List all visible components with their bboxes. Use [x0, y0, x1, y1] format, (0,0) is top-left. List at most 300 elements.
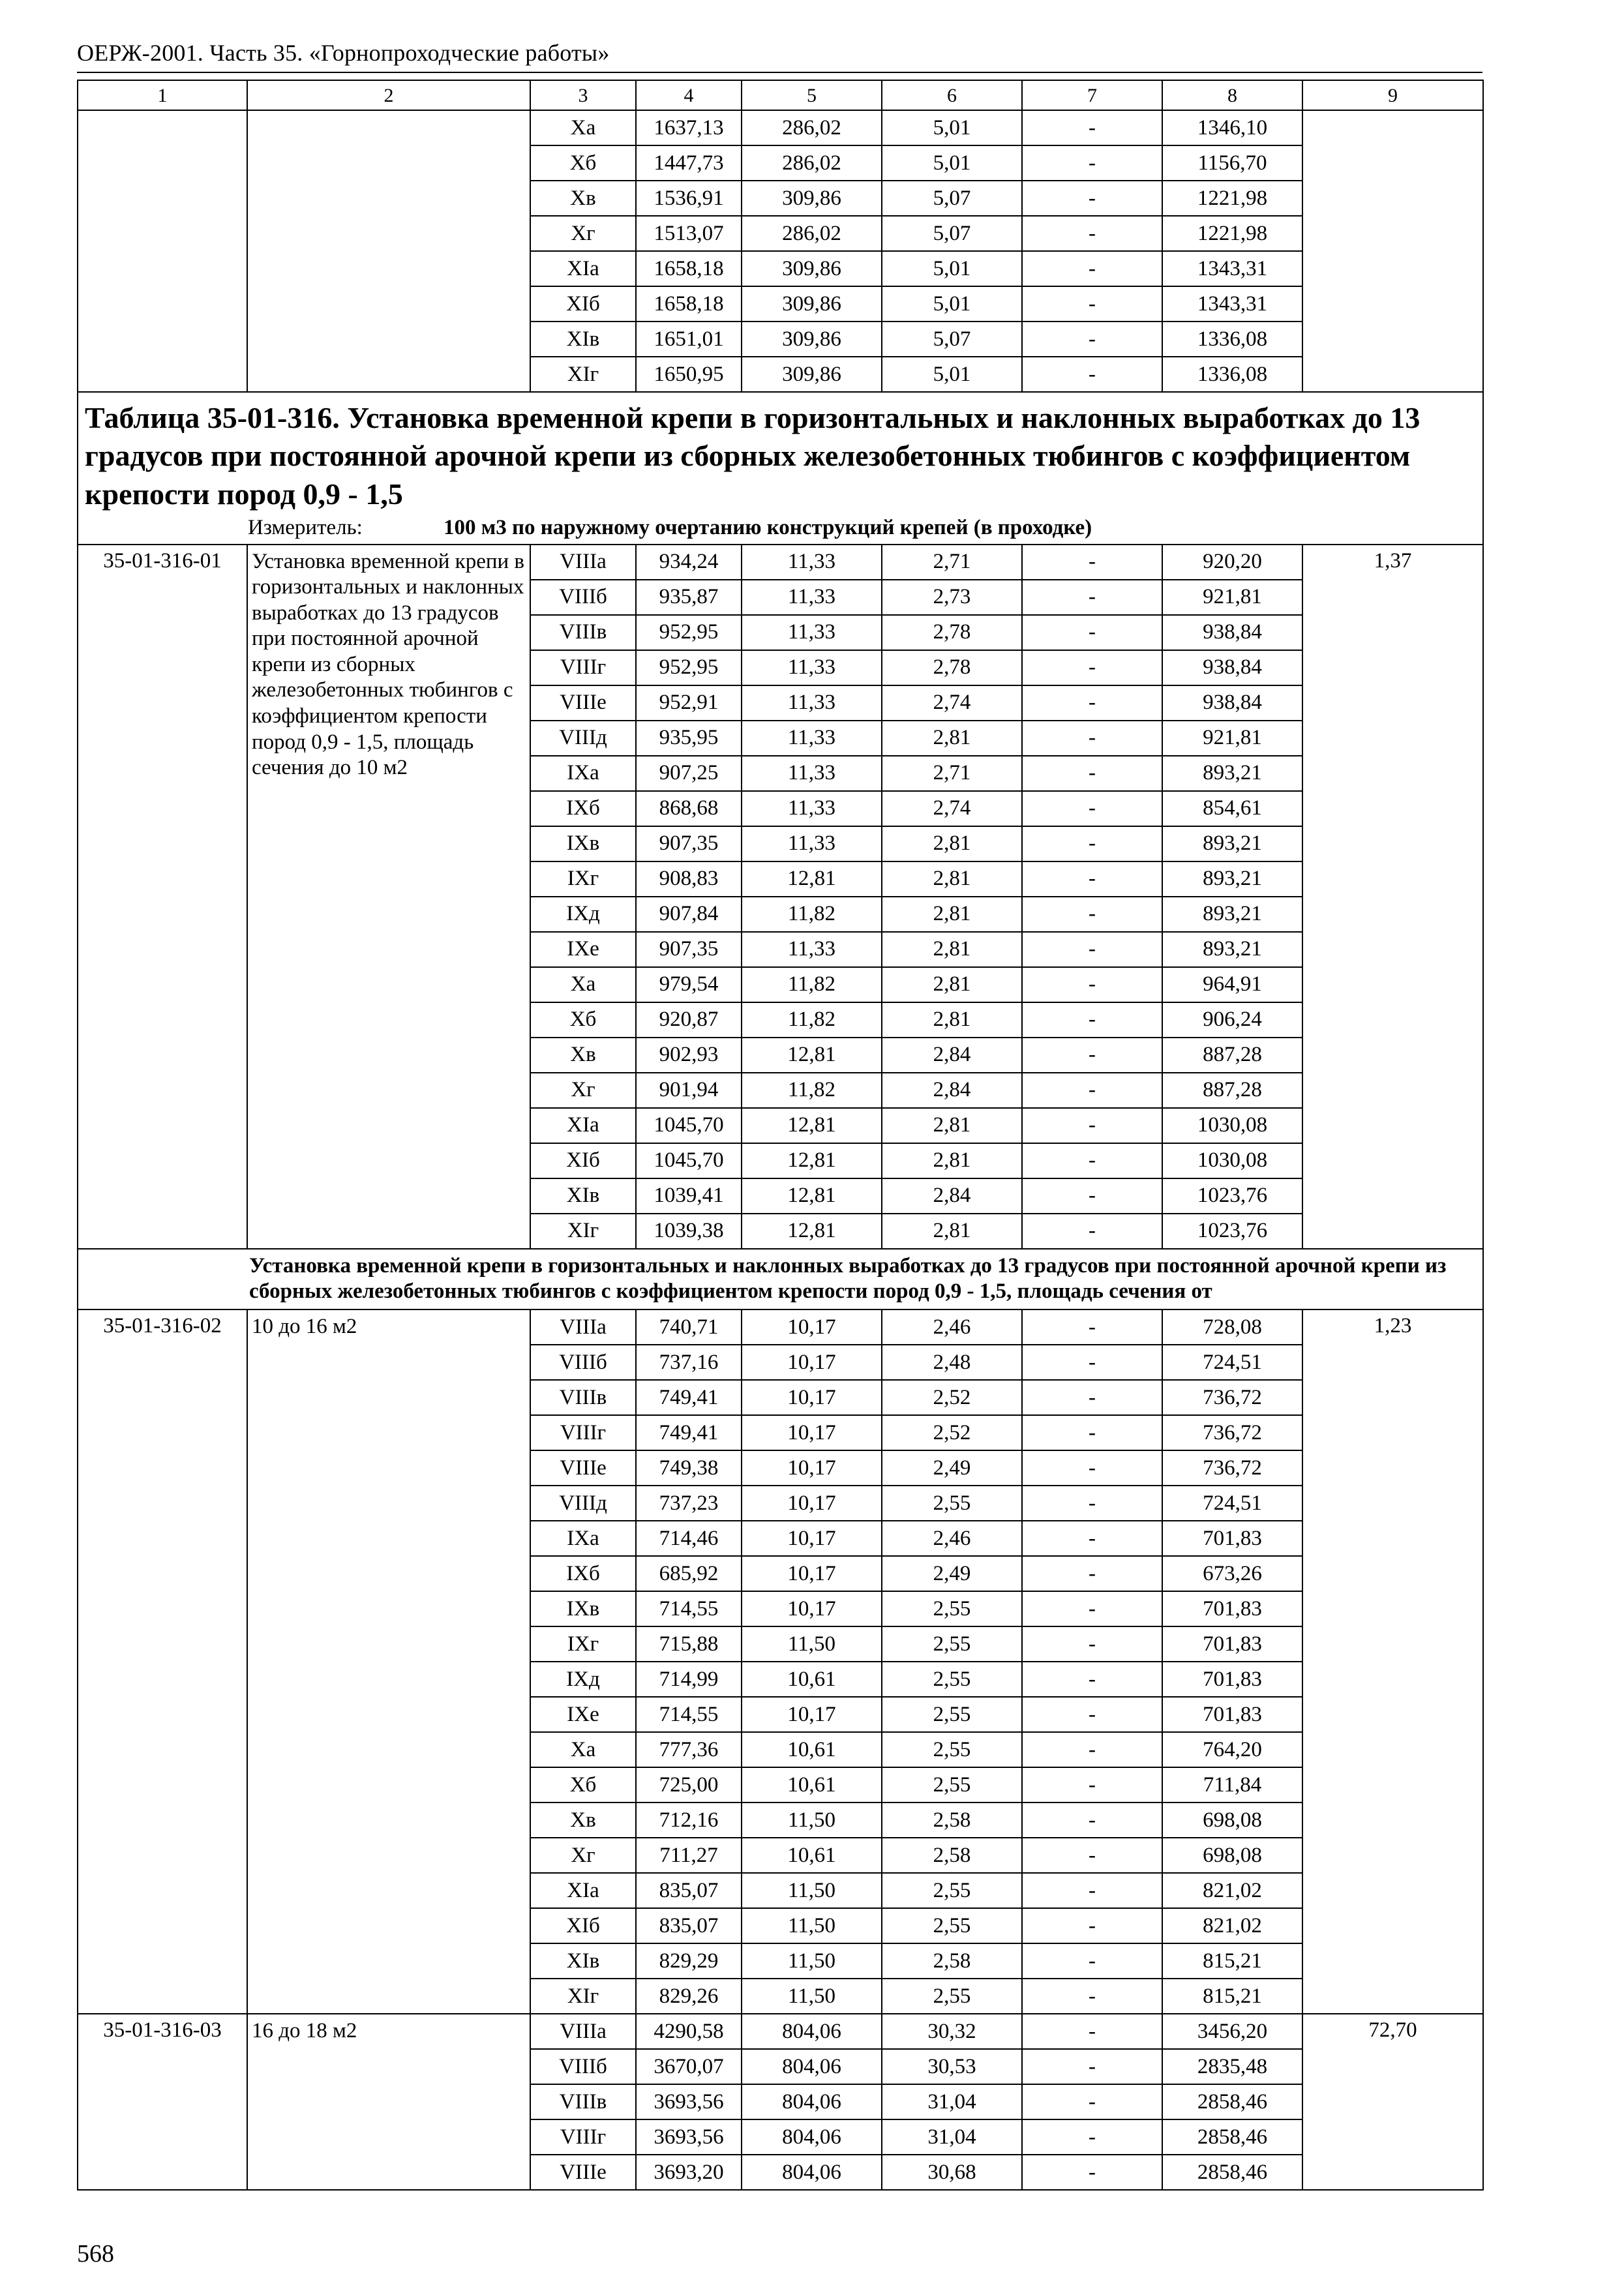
table-cell: 11,50 — [742, 1979, 882, 2014]
table-cell: VIIIг — [530, 1415, 636, 1450]
table-cell: 10,61 — [742, 1732, 882, 1767]
table-cell: XIa — [530, 251, 636, 286]
table-cell: 11,33 — [742, 721, 882, 756]
table-cell: - — [1022, 1662, 1162, 1697]
column-number: 9 — [1302, 80, 1483, 110]
table-cell: 835,07 — [636, 1873, 742, 1908]
table-cell: 815,21 — [1162, 1943, 1302, 1979]
table-cell: 749,38 — [636, 1450, 742, 1486]
table-cell: 3693,20 — [636, 2155, 742, 2190]
table-cell: 2,58 — [882, 1943, 1022, 1979]
table-cell: 2,49 — [882, 1450, 1022, 1486]
subsection-title-row — [78, 1249, 1483, 1309]
table-cell: - — [1022, 1979, 1162, 2014]
table-cell: Xa — [530, 967, 636, 1002]
table-cell: 777,36 — [636, 1732, 742, 1767]
table-title-cell — [78, 392, 1483, 545]
table-cell: IXв — [530, 826, 636, 861]
table-cell: VIIIa — [530, 1309, 636, 1345]
coefficient-cell-empty — [1302, 110, 1483, 392]
table-cell: - — [1022, 145, 1162, 181]
table-cell: 908,83 — [636, 861, 742, 897]
table-cell: Xг — [530, 1838, 636, 1873]
table-cell: - — [1022, 1380, 1162, 1415]
table-cell: 2858,46 — [1162, 2119, 1302, 2155]
table-cell: 2835,48 — [1162, 2049, 1302, 2084]
table-cell: Xв — [530, 181, 636, 216]
table-cell: 1336,08 — [1162, 322, 1302, 357]
table-cell: - — [1022, 251, 1162, 286]
table-cell: 698,08 — [1162, 1838, 1302, 1873]
table-cell: 804,06 — [742, 2119, 882, 2155]
table-cell: 1513,07 — [636, 216, 742, 251]
table-cell: IXг — [530, 1626, 636, 1662]
table-cell: 712,16 — [636, 1803, 742, 1838]
table-cell: 11,82 — [742, 1073, 882, 1108]
table-cell: 835,07 — [636, 1908, 742, 1943]
description-cell: 10 до 16 м2 — [247, 1309, 530, 2014]
table-cell: 2,55 — [882, 1591, 1022, 1626]
table-cell: - — [1022, 1556, 1162, 1591]
table-cell: - — [1022, 826, 1162, 861]
table-cell: 309,86 — [742, 181, 882, 216]
table-cell: 31,04 — [882, 2119, 1022, 2155]
table-cell: 10,17 — [742, 1309, 882, 1345]
table-cell: 2,55 — [882, 1486, 1022, 1521]
table-cell: 736,72 — [1162, 1450, 1302, 1486]
table-cell: 30,68 — [882, 2155, 1022, 2190]
table-cell: 11,50 — [742, 1908, 882, 1943]
table-cell: - — [1022, 861, 1162, 897]
table-cell: 711,84 — [1162, 1767, 1302, 1803]
table-cell: 2,71 — [882, 756, 1022, 791]
table-cell: - — [1022, 1908, 1162, 1943]
table-cell: 11,33 — [742, 791, 882, 826]
table-cell: 3456,20 — [1162, 2014, 1302, 2049]
code-cell: 35-01-316-02 — [78, 1309, 247, 2014]
table-cell: XIв — [530, 1178, 636, 1214]
table-row — [78, 1309, 1483, 1345]
table-cell: 2,55 — [882, 1908, 1022, 1943]
table-cell: 1023,76 — [1162, 1178, 1302, 1214]
table-cell: 309,86 — [742, 286, 882, 322]
table-cell: 11,82 — [742, 1002, 882, 1038]
table-cell: - — [1022, 1943, 1162, 1979]
table-cell: 1156,70 — [1162, 145, 1302, 181]
table-cell: IXв — [530, 1591, 636, 1626]
table-cell: 1030,08 — [1162, 1143, 1302, 1178]
table-row — [78, 2014, 1483, 2049]
table-cell: 11,33 — [742, 756, 882, 791]
table-cell: 3693,56 — [636, 2084, 742, 2119]
table-cell: 964,91 — [1162, 967, 1302, 1002]
table-cell: - — [1022, 1143, 1162, 1178]
table-cell: 887,28 — [1162, 1073, 1302, 1108]
table-cell: - — [1022, 756, 1162, 791]
table-cell: - — [1022, 110, 1162, 145]
table-cell: 952,91 — [636, 685, 742, 721]
table-cell: 2,58 — [882, 1838, 1022, 1873]
table-cell: 749,41 — [636, 1380, 742, 1415]
table-cell: Xa — [530, 1732, 636, 1767]
table-cell: 714,46 — [636, 1521, 742, 1556]
table-cell: 701,83 — [1162, 1626, 1302, 1662]
table-cell: 1447,73 — [636, 145, 742, 181]
table-cell: 11,33 — [742, 545, 882, 580]
table-cell: 286,02 — [742, 145, 882, 181]
table-cell: 952,95 — [636, 615, 742, 650]
table-cell: 714,99 — [636, 1662, 742, 1697]
table-cell: VIIIe — [530, 2155, 636, 2190]
table-cell: - — [1022, 1450, 1162, 1486]
table-cell: 829,26 — [636, 1979, 742, 2014]
table-cell: 4290,58 — [636, 2014, 742, 2049]
table-cell: - — [1022, 1038, 1162, 1073]
table-cell: 1045,70 — [636, 1143, 742, 1178]
table-cell: 11,50 — [742, 1803, 882, 1838]
table-cell: 2,55 — [882, 1697, 1022, 1732]
measure-value: 100 м3 по наружному очертанию конструкций крепей (в проходке) — [444, 516, 1092, 540]
table-cell: 701,83 — [1162, 1521, 1302, 1556]
table-cell: 764,20 — [1162, 1732, 1302, 1767]
table-cell: - — [1022, 650, 1162, 685]
table-cell: 5,01 — [882, 251, 1022, 286]
table-cell: 1650,95 — [636, 357, 742, 392]
table-cell: 10,61 — [742, 1662, 882, 1697]
table-cell: - — [1022, 286, 1162, 322]
table-cell: 5,01 — [882, 286, 1022, 322]
table-cell: - — [1022, 1873, 1162, 1908]
table-cell: 685,92 — [636, 1556, 742, 1591]
table-cell: 2,55 — [882, 1873, 1022, 1908]
table-cell: - — [1022, 791, 1162, 826]
table-cell: 815,21 — [1162, 1979, 1302, 2014]
table-cell: 907,35 — [636, 932, 742, 967]
table-cell: 737,23 — [636, 1486, 742, 1521]
table-cell: 736,72 — [1162, 1380, 1302, 1415]
table-cell: XIв — [530, 1943, 636, 1979]
table-cell: 10,17 — [742, 1521, 882, 1556]
table-cell: 1336,08 — [1162, 357, 1302, 392]
table-cell: 309,86 — [742, 251, 882, 286]
table-cell: - — [1022, 721, 1162, 756]
column-number: 2 — [247, 80, 530, 110]
table-cell: Xг — [530, 1073, 636, 1108]
table-cell: 286,02 — [742, 110, 882, 145]
table-cell: 907,84 — [636, 897, 742, 932]
table-cell: 701,83 — [1162, 1662, 1302, 1697]
table-cell: 1651,01 — [636, 322, 742, 357]
column-number: 7 — [1022, 80, 1162, 110]
table-cell: 2,81 — [882, 932, 1022, 967]
page-number: 568 — [77, 2240, 114, 2267]
table-cell: - — [1022, 545, 1162, 580]
table-cell: - — [1022, 897, 1162, 932]
table-cell: 11,33 — [742, 932, 882, 967]
table-cell: VIIIв — [530, 1380, 636, 1415]
table-cell: 2,81 — [882, 1214, 1022, 1249]
table-cell: XIб — [530, 1143, 636, 1178]
table-cell: 2,55 — [882, 1626, 1022, 1662]
table-cell: 698,08 — [1162, 1803, 1302, 1838]
table-cell: XIб — [530, 286, 636, 322]
table-cell: Xб — [530, 1767, 636, 1803]
table-cell: - — [1022, 2084, 1162, 2119]
table-cell: 30,32 — [882, 2014, 1022, 2049]
table-cell: 10,17 — [742, 1697, 882, 1732]
coefficient-cell: 72,70 — [1302, 2014, 1483, 2190]
description-cell: 16 до 18 м2 — [247, 2014, 530, 2190]
table-cell: 309,86 — [742, 322, 882, 357]
column-number: 5 — [742, 80, 882, 110]
table-cell: VIIIг — [530, 650, 636, 685]
table-cell: 5,01 — [882, 357, 1022, 392]
page-header-title: ОЕРЖ-2001. Часть 35. «Горнопроходческие работы» — [77, 40, 610, 66]
table-cell: 2,84 — [882, 1038, 1022, 1073]
code-cell: 35-01-316-03 — [78, 2014, 247, 2190]
table-cell: 2858,46 — [1162, 2084, 1302, 2119]
table-cell: 10,61 — [742, 1767, 882, 1803]
table-cell: 2,71 — [882, 545, 1022, 580]
table-cell: - — [1022, 1732, 1162, 1767]
table-cell: 2,46 — [882, 1521, 1022, 1556]
table-cell: 725,00 — [636, 1767, 742, 1803]
table-cell: 938,84 — [1162, 650, 1302, 685]
table-cell: 11,50 — [742, 1873, 882, 1908]
table-cell: 728,08 — [1162, 1309, 1302, 1345]
table-cell: 2,74 — [882, 685, 1022, 721]
table-cell: 854,61 — [1162, 791, 1302, 826]
table-cell: 907,35 — [636, 826, 742, 861]
table-cell: VIIIб — [530, 580, 636, 615]
table-row — [78, 110, 1483, 145]
table-cell: 10,17 — [742, 1556, 882, 1591]
table-cell: 804,06 — [742, 2084, 882, 2119]
table-row — [78, 545, 1483, 580]
table-cell: 906,24 — [1162, 1002, 1302, 1038]
table-cell: - — [1022, 1415, 1162, 1450]
table-cell: 5,01 — [882, 145, 1022, 181]
table-cell: 12,81 — [742, 1108, 882, 1143]
table-cell: 2,55 — [882, 1979, 1022, 2014]
table-cell: 2,84 — [882, 1178, 1022, 1214]
table-cell: XIг — [530, 1979, 636, 2014]
table-cell: Xв — [530, 1038, 636, 1073]
table-cell: 938,84 — [1162, 615, 1302, 650]
table-cell: - — [1022, 1178, 1162, 1214]
table-cell: 1346,10 — [1162, 110, 1302, 145]
table-cell: 829,29 — [636, 1943, 742, 1979]
table-cell: 701,83 — [1162, 1697, 1302, 1732]
table-cell: 10,61 — [742, 1838, 882, 1873]
table-cell: 1637,13 — [636, 110, 742, 145]
table-cell: 2,48 — [882, 1345, 1022, 1380]
table-title: Таблица 35-01-316. Установка временной крепи в горизонтальных и наклонных выработках до 13 градусов при постоянной арочной крепи из сборных железобетонных тюбингов с коэффициентом крепости пород 0,9 - 1,5 — [85, 401, 1421, 511]
code-cell-empty — [78, 110, 247, 392]
table-cell: 11,33 — [742, 685, 882, 721]
table-cell: 3670,07 — [636, 2049, 742, 2084]
table-cell: VIIIe — [530, 1450, 636, 1486]
table-cell: 1658,18 — [636, 286, 742, 322]
table-cell: VIIIд — [530, 721, 636, 756]
table-cell: 10,17 — [742, 1415, 882, 1450]
table-cell: 804,06 — [742, 2155, 882, 2190]
table-cell: - — [1022, 1002, 1162, 1038]
table-cell: 2,49 — [882, 1556, 1022, 1591]
table-cell: 2,84 — [882, 1073, 1022, 1108]
table-cell: 711,27 — [636, 1838, 742, 1873]
table-cell: 2,81 — [882, 1143, 1022, 1178]
column-number: 8 — [1162, 80, 1302, 110]
table-cell: - — [1022, 615, 1162, 650]
table-cell: 1045,70 — [636, 1108, 742, 1143]
table-cell: 3693,56 — [636, 2119, 742, 2155]
table-cell: 2,81 — [882, 721, 1022, 756]
table-cell: 1658,18 — [636, 251, 742, 286]
table-cell: 907,25 — [636, 756, 742, 791]
measure-label: Измеритель: — [248, 516, 363, 540]
table-cell: XIa — [530, 1873, 636, 1908]
table-cell: 868,68 — [636, 791, 742, 826]
table-cell: 1023,76 — [1162, 1214, 1302, 1249]
description-cell: Установка временной крепи в горизонтальных и наклонных выработках до 13 градусов при постоянной арочной крепи из сборных железобетонных тюбингов с коэффициентом крепости пород 0,9 - 1,5, площадь сечения до 10 м2 — [247, 545, 530, 1249]
table-cell: - — [1022, 2119, 1162, 2155]
table-cell: 2,81 — [882, 1108, 1022, 1143]
table-cell: VIIIa — [530, 2014, 636, 2049]
table-cell: Xб — [530, 1002, 636, 1038]
table-cell: 2,81 — [882, 826, 1022, 861]
table-cell: 938,84 — [1162, 685, 1302, 721]
table-cell: - — [1022, 1521, 1162, 1556]
table-cell: 736,72 — [1162, 1415, 1302, 1450]
table-cell: - — [1022, 1309, 1162, 1345]
table-cell: 11,33 — [742, 650, 882, 685]
table-cell: XIa — [530, 1108, 636, 1143]
table-cell: VIIIб — [530, 1345, 636, 1380]
table-cell: 2,55 — [882, 1732, 1022, 1767]
column-number: 3 — [530, 80, 636, 110]
table-cell: 724,51 — [1162, 1345, 1302, 1380]
table-cell: - — [1022, 1591, 1162, 1626]
measure-line — [85, 516, 1476, 539]
coefficient-cell: 1,37 — [1302, 545, 1483, 1249]
table-cell: - — [1022, 1803, 1162, 1838]
table-cell: IXa — [530, 756, 636, 791]
table-cell: 2858,46 — [1162, 2155, 1302, 2190]
table-cell: IXб — [530, 791, 636, 826]
table-title-row — [78, 392, 1483, 545]
table-cell: 5,07 — [882, 322, 1022, 357]
column-number-row — [78, 80, 1483, 110]
table-cell: 821,02 — [1162, 1908, 1302, 1943]
table-cell: - — [1022, 2049, 1162, 2084]
table-cell: 2,78 — [882, 650, 1022, 685]
price-table — [77, 80, 1484, 2191]
table-cell: IXe — [530, 932, 636, 967]
table-cell: 286,02 — [742, 216, 882, 251]
table-cell: Xг — [530, 216, 636, 251]
table-cell: 804,06 — [742, 2014, 882, 2049]
table-cell: - — [1022, 685, 1162, 721]
table-cell: IXe — [530, 1697, 636, 1732]
table-cell: - — [1022, 1767, 1162, 1803]
table-cell: 1039,41 — [636, 1178, 742, 1214]
table-cell: 11,33 — [742, 826, 882, 861]
table-cell: 724,51 — [1162, 1486, 1302, 1521]
table-cell: - — [1022, 1108, 1162, 1143]
table-cell: 740,71 — [636, 1309, 742, 1345]
table-cell: Xв — [530, 1803, 636, 1838]
table-cell: 715,88 — [636, 1626, 742, 1662]
table-cell: - — [1022, 216, 1162, 251]
table-cell: 10,17 — [742, 1450, 882, 1486]
table-cell: 2,58 — [882, 1803, 1022, 1838]
table-cell: 893,21 — [1162, 826, 1302, 861]
table-cell: - — [1022, 1626, 1162, 1662]
table-cell: 12,81 — [742, 861, 882, 897]
table-cell: - — [1022, 967, 1162, 1002]
table-cell: XIб — [530, 1908, 636, 1943]
table-cell: - — [1022, 2155, 1162, 2190]
header-rule — [77, 72, 1482, 73]
table-cell: 2,81 — [882, 1002, 1022, 1038]
column-number: 1 — [78, 80, 247, 110]
table-cell: 12,81 — [742, 1214, 882, 1249]
column-number: 6 — [882, 80, 1022, 110]
column-number: 4 — [636, 80, 742, 110]
table-cell: 10,17 — [742, 1591, 882, 1626]
table-cell: 12,81 — [742, 1143, 882, 1178]
table-cell: VIIIб — [530, 2049, 636, 2084]
coefficient-cell: 1,23 — [1302, 1309, 1483, 2014]
table-cell: IXг — [530, 861, 636, 897]
table-cell: 11,82 — [742, 967, 882, 1002]
table-cell: 714,55 — [636, 1591, 742, 1626]
table-cell: IXa — [530, 1521, 636, 1556]
table-cell: IXд — [530, 897, 636, 932]
table-cell: - — [1022, 2014, 1162, 2049]
table-cell: - — [1022, 1486, 1162, 1521]
table-cell: - — [1022, 1697, 1162, 1732]
table-cell: 893,21 — [1162, 756, 1302, 791]
table-cell: 701,83 — [1162, 1591, 1302, 1626]
table-cell: - — [1022, 932, 1162, 967]
table-cell: 2,81 — [882, 967, 1022, 1002]
table-cell: 893,21 — [1162, 932, 1302, 967]
table-cell: 1221,98 — [1162, 181, 1302, 216]
table-cell: 309,86 — [742, 357, 882, 392]
table-cell: - — [1022, 1345, 1162, 1380]
table-cell: 1039,38 — [636, 1214, 742, 1249]
table-cell: 1343,31 — [1162, 251, 1302, 286]
table-cell: 2,81 — [882, 897, 1022, 932]
table-cell: XIг — [530, 1214, 636, 1249]
table-cell: 921,81 — [1162, 721, 1302, 756]
table-cell: 821,02 — [1162, 1873, 1302, 1908]
table-cell: - — [1022, 357, 1162, 392]
table-cell: 737,16 — [636, 1345, 742, 1380]
table-cell: 2,74 — [882, 791, 1022, 826]
table-cell: 749,41 — [636, 1415, 742, 1450]
table-cell: 673,26 — [1162, 1556, 1302, 1591]
table-cell: - — [1022, 1838, 1162, 1873]
table-cell: - — [1022, 580, 1162, 615]
table-cell: IXб — [530, 1556, 636, 1591]
table-cell: 887,28 — [1162, 1038, 1302, 1073]
table-cell: 1221,98 — [1162, 216, 1302, 251]
table-cell: 2,46 — [882, 1309, 1022, 1345]
table-cell: 952,95 — [636, 650, 742, 685]
